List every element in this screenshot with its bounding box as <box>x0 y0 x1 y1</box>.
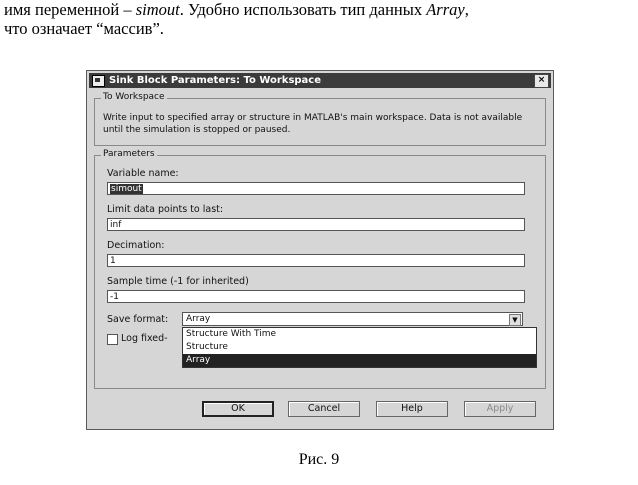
limit-input[interactable]: inf <box>107 218 525 231</box>
text-mid: . Удобно использовать тип данных <box>179 0 427 19</box>
group-label-to-workspace: To Workspace <box>103 92 165 102</box>
log-fixed-label: Log fixed- <box>121 333 168 344</box>
option-structure-with-time[interactable]: Structure With Time <box>186 329 277 339</box>
close-button[interactable]: × <box>534 74 549 88</box>
save-format-select[interactable] <box>182 312 523 326</box>
group-label-parameters: Parameters <box>103 149 155 159</box>
block-icon <box>92 75 105 87</box>
text-end: , <box>464 0 469 19</box>
apply-button[interactable]: Apply <box>464 401 536 417</box>
cancel-button[interactable]: Cancel <box>288 401 360 417</box>
sample-time-label: Sample time (-1 for inherited) <box>107 276 249 287</box>
variable-name-input[interactable] <box>107 182 525 195</box>
text-array: Array <box>426 0 465 19</box>
sample-time-input[interactable]: -1 <box>107 290 525 303</box>
limit-label: Limit data points to last: <box>107 204 224 215</box>
save-format-value: Array <box>186 314 211 324</box>
save-format-dropdown <box>182 327 537 368</box>
option-array[interactable]: Array <box>183 354 536 367</box>
figure-caption: Рис. 9 <box>298 451 340 468</box>
variable-name-value: simout <box>111 184 142 194</box>
to-workspace-dialog <box>86 70 554 430</box>
paragraph-line-2: что означает “массив”. <box>4 19 164 38</box>
text-simout: simout <box>135 0 180 19</box>
ok-button[interactable]: OK <box>202 401 274 417</box>
decimation-label: Decimation: <box>107 240 165 251</box>
to-workspace-group <box>94 92 546 146</box>
decimation-input[interactable]: 1 <box>107 254 525 267</box>
log-fixed-checkbox[interactable] <box>107 334 118 345</box>
parameters-group <box>94 149 546 389</box>
text-pre: имя переменной – <box>4 0 136 19</box>
document-text <box>4 0 634 38</box>
variable-name-label: Variable name: <box>107 168 179 179</box>
paragraph-line-1 <box>4 0 634 19</box>
option-structure[interactable]: Structure <box>186 342 228 352</box>
block-description: Write input to specified array or structure in MATLAB's main workspace. Data is not available until the simulation is stopped or paused. <box>103 113 523 135</box>
help-button[interactable]: Help <box>376 401 448 417</box>
title-bar[interactable] <box>89 73 551 88</box>
dropdown-arrow-icon[interactable]: ▼ <box>509 314 521 326</box>
save-format-label: Save format: <box>107 314 169 325</box>
dialog-title: Sink Block Parameters: To Workspace <box>109 75 322 86</box>
